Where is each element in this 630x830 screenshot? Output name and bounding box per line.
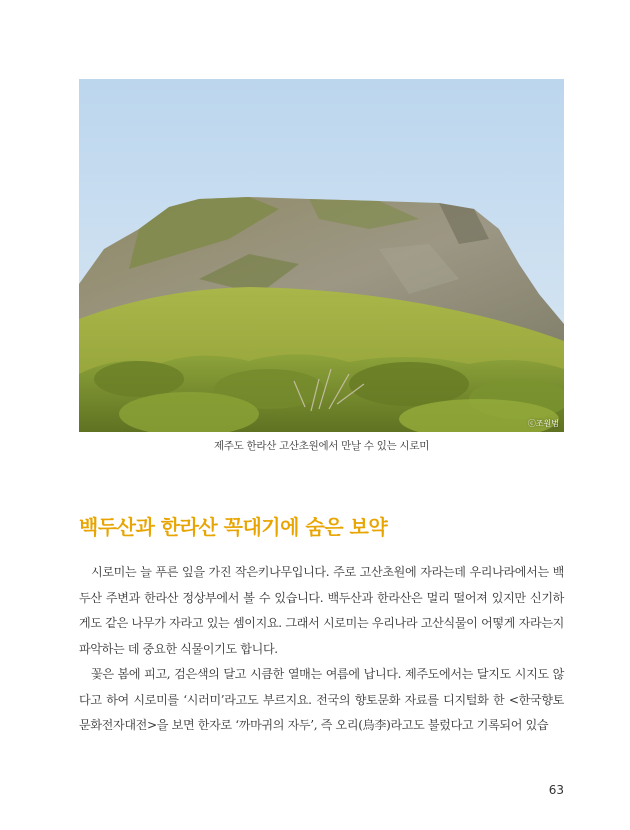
paragraph-2: 꽃은 봄에 피고, 검은색의 달고 시큼한 열매는 여름에 납니다. 제주도에서는 달지도 시지도 않다고 하여 시로미를 ‘시러미’라고도 부르지요. 전국의 향토문화 자료를 디지털화 한 <한국향토문화전자대전>을 보면 한자로 ‘까마귀의 자두’, 즉 오리(烏李)라고도 불렀다고 기록되어 있습 <box>79 667 564 732</box>
halla-mountain-illustration <box>79 79 564 432</box>
paragraph-1: 시로미는 늘 푸른 잎을 가진 작은키나무입니다. 주로 고산초원에 자라는데 우리나라에서는 백두산 주변과 한라산 정상부에서 볼 수 있습니다. 백두산과 한라산은 멀리 떨어져 있지만 신기하게도 같은 나무가 자라고 있는 셈이지요. 그래서 시로미는 우리나라 고산식물이 어떻게 자라는지 파악하는 데 중요한 식물이기도 합니다. <box>79 565 564 656</box>
body-text <box>79 560 564 739</box>
mountain-photo <box>79 79 564 432</box>
photo-credit: ⓒ조원범 <box>527 419 559 428</box>
section-heading: 백두산과 한라산 꼭대기에 숨은 보약 <box>79 515 388 539</box>
photo-caption: 제주도 한라산 고산초원에서 만날 수 있는 시로미 <box>213 440 430 452</box>
page-number: 63 <box>548 783 564 797</box>
